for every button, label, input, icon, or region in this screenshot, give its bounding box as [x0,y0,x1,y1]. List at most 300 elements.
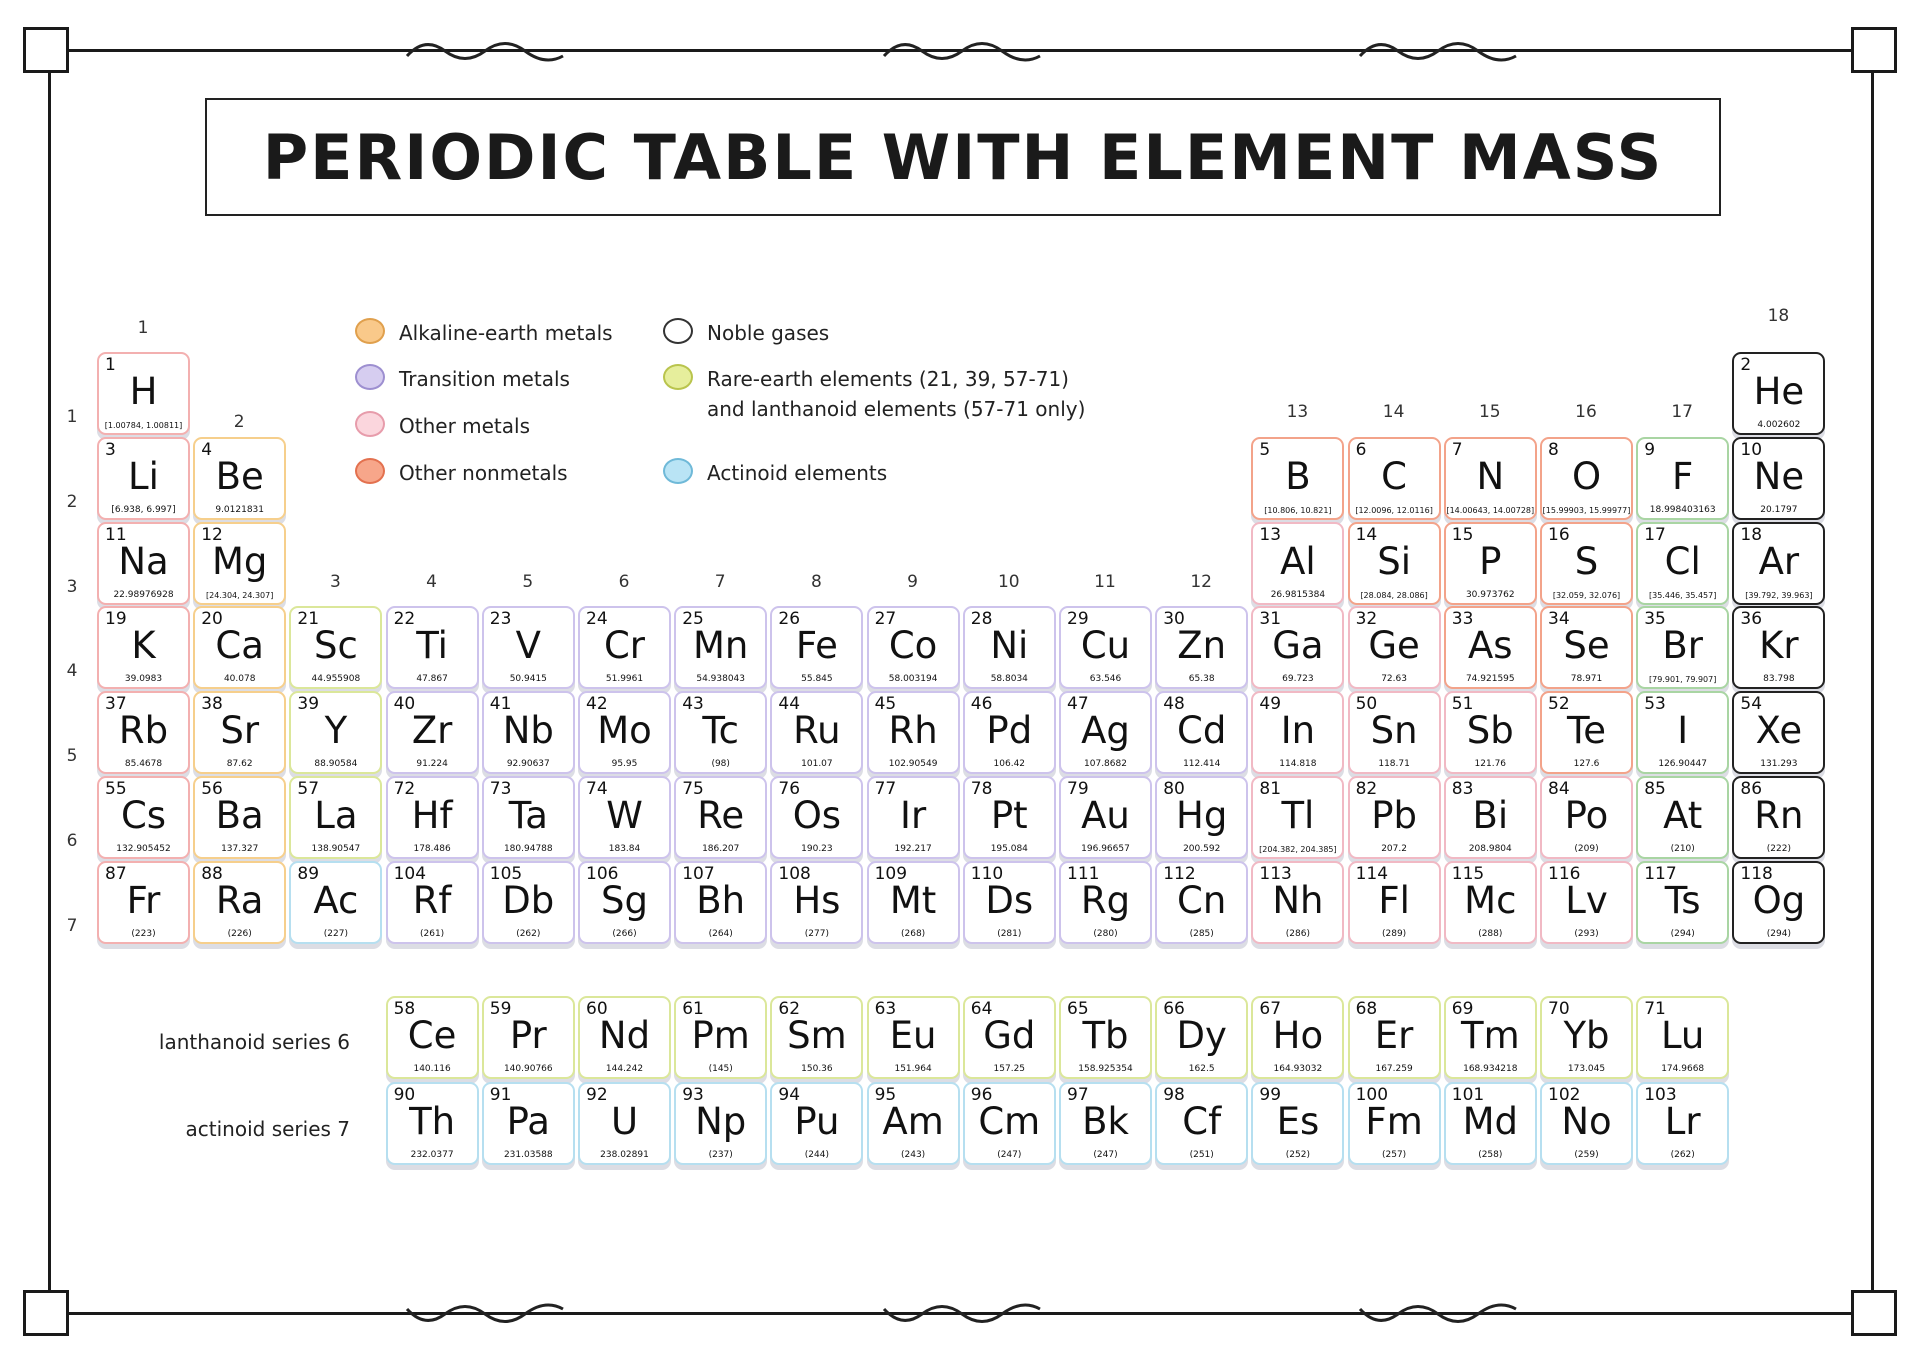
group-label-13: 13 [1286,402,1309,422]
element-cell-ne [1732,437,1825,520]
element-symbol: Es [1276,1100,1320,1143]
atomic-mass: (98) [711,759,730,770]
element-symbol: K [131,624,156,668]
atomic-number: 57 [297,779,320,799]
element-cell-p [1444,522,1537,605]
title-box [205,98,1721,216]
atomic-number: 58 [393,999,416,1019]
atomic-number: 44 [778,694,801,715]
atomic-number: 77 [874,779,897,799]
atomic-mass: 114.818 [1279,759,1317,770]
atomic-number: 81 [1259,779,1282,799]
element-cell-he [1732,352,1825,435]
atomic-mass: 186.207 [702,844,740,854]
atomic-number: 23 [489,609,512,630]
atomic-number: 109 [874,863,908,884]
atomic-mass: 190.23 [801,844,833,854]
atomic-number: 46 [970,694,993,715]
atomic-mass: 74.921595 [1465,674,1515,685]
atomic-mass: (237) [708,1150,733,1160]
atomic-number: 99 [1259,1085,1282,1105]
atomic-mass: 140.116 [413,1064,451,1074]
atomic-number: 9 [1644,439,1656,460]
element-symbol: Er [1374,1014,1414,1057]
element-symbol: Fm [1365,1100,1423,1143]
atomic-number: 51 [1451,694,1474,715]
atomic-number: 72 [393,779,416,799]
frame-left-line [48,49,51,1315]
legend-swatch [355,318,385,344]
element-cell-cn [1155,861,1248,944]
atomic-mass: (247) [1093,1150,1118,1160]
atomic-number: 15 [1451,524,1474,545]
group-label-6: 6 [618,572,630,592]
group-label-4: 4 [426,572,437,592]
atomic-number: 38 [201,694,223,715]
atomic-number: 78 [970,779,993,799]
atomic-number: 114 [1355,863,1389,884]
atomic-number: 31 [1259,609,1282,630]
atomic-number: 5 [1259,439,1271,460]
atomic-mass: (226) [227,928,252,939]
atomic-number: 27 [874,609,897,630]
element-symbol: N [1476,454,1505,498]
legend-swatch [663,458,693,484]
atomic-number: 91 [489,1085,512,1105]
atomic-mass: (262) [516,928,541,939]
atomic-number: 43 [682,694,704,715]
atomic-mass: [35.446, 35.457] [1649,590,1717,600]
element-symbol: P [1479,539,1502,583]
atomic-mass: 26.9815384 [1270,589,1326,600]
frame-wave-ornament [1358,36,1518,66]
element-symbol: Ts [1664,878,1701,922]
element-cell-sg [578,861,671,944]
element-cell-db [482,861,575,944]
element-symbol: Mg [211,539,268,583]
atomic-mass: 180.94788 [503,844,553,854]
atomic-number: 25 [682,609,704,630]
atomic-mass: 151.964 [894,1064,932,1074]
element-cell-fe [770,606,863,689]
atomic-number: 87 [105,863,127,884]
element-symbol: Hg [1176,794,1228,837]
atomic-mass: 9.0121831 [215,504,265,515]
element-cell-br [1636,606,1729,689]
atomic-mass: [24.304, 24.307] [206,590,274,600]
frame-wave-ornament [405,1299,565,1329]
element-cell-fr [97,861,190,944]
period-label-2: 2 [66,491,78,512]
atomic-mass: 150.36 [801,1064,833,1074]
element-cell-tc [674,691,767,774]
element-symbol: As [1468,624,1513,668]
element-symbol: Ta [508,794,548,837]
frame-corner-bottom-right [1851,1290,1897,1336]
element-symbol: Rh [888,709,938,753]
atomic-mass: 196.96657 [1081,844,1130,854]
element-cell-o [1540,437,1633,520]
element-symbol: No [1561,1100,1612,1143]
element-cell-ca [193,606,286,689]
frame-wave-ornament [882,1299,1042,1329]
element-symbol: Bh [696,878,746,922]
atomic-mass: (268) [900,928,926,939]
atomic-number: 80 [1163,779,1185,799]
element-symbol: Au [1081,794,1130,837]
atomic-number: 113 [1259,863,1292,884]
legend-swatch [663,318,693,344]
atomic-mass: (280) [1093,928,1118,939]
atomic-mass: 51.9961 [605,674,644,685]
element-cell-bh [674,861,767,944]
element-symbol: Ca [215,624,264,668]
element-symbol: Yb [1563,1014,1610,1057]
atomic-mass: 192.217 [894,844,932,854]
element-cell-rg [1059,861,1152,944]
atomic-mass: 83.798 [1763,674,1795,685]
atomic-mass: [79.901, 79.907] [1649,675,1717,685]
atomic-number: 60 [586,999,608,1019]
atomic-number: 32 [1355,609,1378,630]
element-symbol: Sg [601,878,648,922]
atomic-mass: (259) [1574,1150,1599,1160]
atomic-number: 100 [1355,1085,1389,1105]
element-symbol: Md [1462,1100,1518,1143]
atomic-number: 105 [489,863,523,884]
element-cell-lv [1540,861,1633,944]
legend-label: Actinoid elements [707,461,888,485]
atomic-number: 116 [1548,863,1581,884]
atomic-mass: 85.4678 [124,759,163,770]
element-symbol: Sb [1466,709,1514,753]
element-symbol: Cu [1080,624,1131,668]
atomic-mass: (223) [131,928,156,939]
element-cell-rb [97,691,190,774]
atomic-mass: 44.955908 [311,674,361,685]
atomic-mass: (251) [1189,1150,1214,1160]
element-symbol: Cn [1177,878,1227,922]
atomic-mass: 91.224 [416,759,448,770]
atomic-mass: (288) [1478,928,1503,939]
element-cell-yb [1540,996,1633,1079]
atomic-number: 41 [489,694,512,715]
element-symbol: Mo [597,709,652,753]
atomic-mass: (285) [1189,928,1214,939]
atomic-mass: [14.00643, 14.00728] [1446,505,1535,515]
atomic-mass: (286) [1285,928,1310,939]
element-cell-re [674,776,767,859]
atomic-mass: 20.1797 [1760,504,1798,515]
frame-corner-bottom-left [23,1290,69,1336]
element-symbol: Nd [598,1014,651,1057]
element-cell-hg [1155,776,1248,859]
element-symbol: Y [324,709,348,753]
element-symbol: Ti [416,624,448,668]
element-symbol: Si [1377,539,1411,583]
element-cell-h [97,352,190,435]
atomic-mass: (294) [1670,928,1695,939]
element-symbol: Be [215,454,264,498]
atomic-number: 79 [1067,779,1089,799]
element-cell-be [193,437,286,520]
atomic-mass: 126.90447 [1658,759,1708,770]
atomic-mass: [6.938, 6.997] [111,504,176,515]
element-symbol: Al [1280,539,1316,583]
element-cell-al [1251,522,1344,605]
atomic-mass: [28.084, 28.086] [1360,590,1428,600]
element-symbol: Lu [1660,1014,1705,1057]
element-symbol: Pb [1371,794,1417,837]
element-symbol: He [1753,370,1805,413]
legend-item [355,364,570,394]
element-symbol: Os [792,794,842,837]
atomic-mass: 200.592 [1183,844,1221,854]
element-cell-ge [1348,606,1441,689]
element-symbol: Sc [313,624,358,668]
period-label-3: 3 [66,576,78,597]
atomic-mass: (243) [900,1150,926,1160]
element-cell-tm [1444,996,1537,1079]
atomic-mass: (277) [804,928,829,939]
element-cell-lu [1636,996,1729,1079]
element-cell-mt [867,861,960,944]
element-cell-f [1636,437,1729,520]
element-cell-pa [482,1082,575,1165]
element-cell-co [867,606,960,689]
atomic-number: 42 [586,694,608,715]
atomic-number: 16 [1548,524,1570,545]
legend-item [663,458,887,488]
element-symbol: Tm [1460,1014,1520,1057]
element-cell-cl [1636,522,1729,605]
atomic-number: 73 [489,779,512,799]
atomic-mass: [39.792, 39.963] [1745,590,1813,600]
element-symbol: Pa [506,1100,550,1143]
page-title: PERIODIC TABLE WITH ELEMENT MASS [262,120,1664,194]
frame-corner-top-right [1851,27,1897,73]
atomic-mass: 168.934218 [1463,1064,1518,1074]
element-symbol: Ga [1272,624,1324,668]
actinoid-series-label: actinoid series 7 [185,1117,350,1141]
element-cell-sc [289,606,382,689]
element-symbol: I [1677,709,1689,753]
element-cell-te [1540,691,1633,774]
element-symbol: Cs [120,794,167,837]
atomic-mass: 72.63 [1381,674,1407,685]
atomic-mass: 95.95 [611,759,638,770]
element-cell-bk [1059,1082,1152,1165]
element-symbol: Xe [1755,709,1803,753]
atomic-number: 50 [1355,694,1378,715]
element-cell-as [1444,606,1537,689]
group-label-5: 5 [522,572,534,592]
atomic-mass: 69.723 [1282,674,1314,685]
atomic-mass: 78.971 [1570,674,1603,685]
element-cell-zr [386,691,479,774]
element-symbol: O [1571,454,1602,498]
atomic-number: 64 [970,999,993,1019]
element-cell-th [386,1082,479,1165]
atomic-number: 117 [1644,863,1677,884]
legend-swatch [355,364,385,390]
period-label-1: 1 [66,407,78,427]
atomic-number: 18 [1740,524,1763,545]
atomic-number: 52 [1548,694,1570,715]
atomic-mass: 140.90766 [503,1064,553,1074]
element-symbol: Hs [793,878,841,922]
atomic-mass: (264) [708,928,733,939]
atomic-number: 24 [586,609,608,630]
atomic-mass: 92.90637 [506,759,550,770]
atomic-number: 93 [682,1085,704,1105]
element-cell-y [289,691,382,774]
atomic-number: 75 [682,779,704,799]
atomic-number: 29 [1067,609,1089,630]
element-symbol: Nb [502,709,554,753]
atomic-number: 3 [105,439,116,460]
group-label-9: 9 [907,572,918,592]
atomic-mass: 58.003194 [888,674,938,685]
atomic-number: 54 [1740,694,1763,715]
atomic-number: 63 [874,999,897,1019]
element-symbol: Tl [1281,794,1315,837]
legend-item [355,458,568,488]
atomic-mass: (252) [1285,1150,1310,1160]
atomic-mass: 39.0983 [124,674,163,685]
element-cell-rf [386,861,479,944]
atomic-number: 111 [1067,863,1100,884]
element-symbol: Zr [411,709,453,753]
atomic-number: 47 [1067,694,1089,715]
atomic-number: 61 [682,999,704,1019]
atomic-number: 12 [201,524,223,545]
element-symbol: Ac [313,878,359,922]
frame-wave-ornament [405,36,565,66]
atomic-mass: 232.0377 [410,1150,454,1160]
element-cell-ti [386,606,479,689]
element-cell-nh [1251,861,1344,944]
atomic-mass: 50.9415 [509,674,547,685]
element-symbol: Db [502,878,555,922]
atomic-mass: (289) [1381,928,1407,939]
atomic-number: 45 [874,694,897,715]
atomic-number: 76 [778,779,801,799]
atomic-mass: (145) [708,1064,733,1074]
atomic-number: 85 [1644,779,1666,799]
element-symbol: Fe [795,624,838,668]
element-cell-pm [674,996,767,1079]
element-cell-lr [1636,1082,1729,1165]
atomic-mass: 173.045 [1567,1064,1606,1074]
atomic-number: 83 [1451,779,1474,799]
element-symbol: U [610,1100,639,1143]
element-cell-fl [1348,861,1441,944]
atomic-mass: [12.0096, 12.0116] [1355,505,1433,515]
atomic-mass: 162.5 [1188,1064,1215,1074]
element-symbol: H [129,370,158,413]
legend-swatch [355,458,385,484]
legend-label: Other nonmetals [399,461,568,485]
element-cell-pd [963,691,1056,774]
atomic-mass: 138.90547 [311,844,361,854]
atomic-number: 104 [393,863,427,884]
element-cell-sn [1348,691,1441,774]
lanthanoid-series-label: lanthanoid series 6 [158,1030,350,1054]
atomic-mass: 137.327 [221,844,259,854]
atomic-mass: 54.938043 [696,674,746,685]
element-symbol: Hf [411,794,453,837]
element-symbol: Po [1564,794,1609,837]
element-cell-fm [1348,1082,1441,1165]
atomic-mass: [15.99903, 15.99977] [1542,505,1631,515]
atomic-mass: (294) [1766,928,1791,939]
group-label-12: 12 [1190,572,1212,592]
atomic-mass: (266) [612,928,637,939]
element-symbol: La [314,794,358,837]
element-cell-ds [963,861,1056,944]
element-cell-mo [578,691,671,774]
atomic-number: 17 [1644,524,1666,545]
atomic-mass: (281) [997,928,1022,939]
element-symbol: Am [882,1100,944,1143]
atomic-number: 56 [201,779,223,799]
atomic-mass: 127.6 [1573,759,1600,770]
element-symbol: Re [697,794,745,837]
element-cell-np [674,1082,767,1165]
element-cell-si [1348,522,1441,605]
element-symbol: Rn [1754,794,1804,837]
period-label-6: 6 [66,831,78,851]
element-symbol: Nh [1272,878,1324,922]
atomic-mass: [1.00784, 1.00811] [104,421,183,430]
atomic-number: 10 [1740,439,1763,460]
legend-label: Noble gases [707,321,830,345]
element-symbol: Rg [1080,878,1131,922]
atomic-number: 13 [1259,524,1282,545]
atomic-mass: 167.259 [1375,1064,1413,1074]
atomic-number: 112 [1163,863,1196,884]
element-cell-s [1540,522,1633,605]
atomic-number: 94 [778,1085,801,1105]
group-label-15: 15 [1478,402,1501,422]
element-cell-nd [578,996,671,1079]
group-label-2: 2 [233,412,245,432]
element-cell-gd [963,996,1056,1079]
atomic-mass: (257) [1381,1150,1407,1160]
element-cell-n [1444,437,1537,520]
atomic-mass: 63.546 [1089,674,1122,685]
legend-label: Other metals [399,414,531,438]
atomic-mass: 55.845 [801,674,833,685]
atomic-number: 11 [105,524,127,545]
element-cell-pt [963,776,1056,859]
atomic-number: 2 [1740,355,1752,375]
element-symbol: Tb [1082,1014,1129,1057]
atomic-mass: (210) [1670,844,1695,854]
element-cell-po [1540,776,1633,859]
element-symbol: Ba [215,794,264,837]
atomic-mass: 4.002602 [1757,420,1801,430]
atomic-mass: 132.905452 [116,844,171,854]
element-cell-cd [1155,691,1248,774]
element-symbol: V [515,624,541,668]
element-symbol: Ag [1081,709,1130,753]
element-cell-in [1251,691,1344,774]
element-symbol: Pu [794,1100,840,1143]
atomic-mass: (293) [1574,928,1599,939]
atomic-mass: (209) [1574,844,1599,854]
